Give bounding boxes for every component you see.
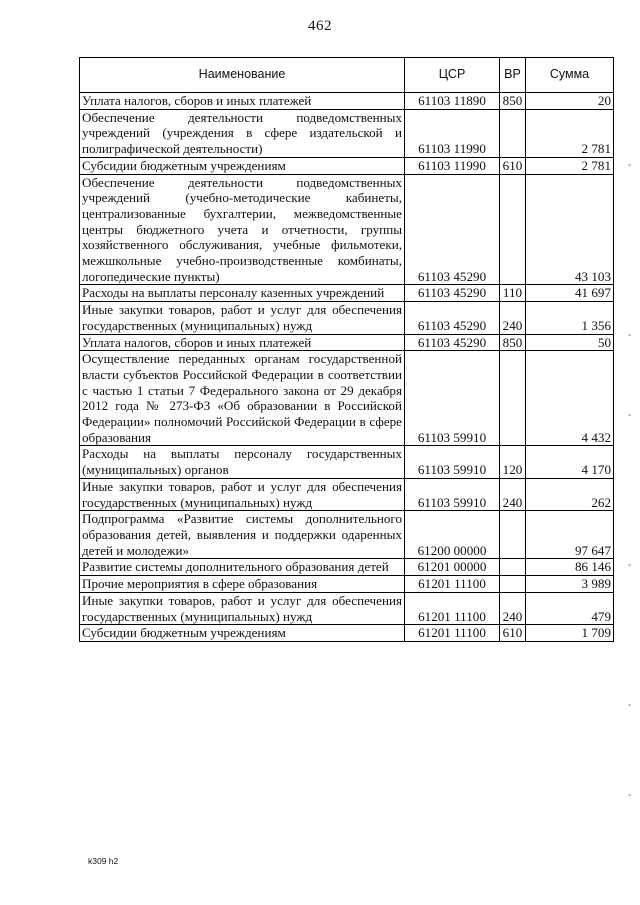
row-sum-cell: 479 [526,592,614,624]
table-row [80,559,614,576]
row-name-cell: Подпрограмма «Развитие системы дополнительного образования детей, выявления и поддержки одаренных детей и молодежи» [80,511,405,559]
row-sum-cell: 41 697 [526,285,614,302]
row-vr-cell [500,559,526,576]
row-csr-cell: 61103 11990 [405,109,500,157]
row-vr-cell: 240 [500,302,526,334]
row-csr-cell: 61103 45290 [405,302,500,334]
row-sum-cell: 3 989 [526,576,614,593]
row-sum-cell: 2 781 [526,157,614,174]
row-sum-cell: 4 432 [526,351,614,446]
row-csr-cell: 61103 59910 [405,478,500,510]
row-csr-cell: 61103 11890 [405,93,500,110]
row-vr-cell: 110 [500,285,526,302]
row-vr-cell: 120 [500,446,526,478]
row-csr-cell: 61103 45290 [405,334,500,351]
row-sum-cell: 4 170 [526,446,614,478]
margin-mark: - [628,410,632,421]
table-row [80,576,614,593]
row-name-cell: Уплата налогов, сборов и иных платежей [80,93,405,110]
row-vr-cell: 610 [500,157,526,174]
table-row [80,511,614,559]
row-name-cell: Расходы на выплаты персоналу казенных учреждений [80,285,405,302]
table-row [80,285,614,302]
row-csr-cell: 61201 11100 [405,625,500,642]
row-csr-cell: 61201 11100 [405,576,500,593]
table-row [80,93,614,110]
row-csr-cell: 61103 45290 [405,285,500,302]
margin-mark: - [628,160,632,171]
header-csr: ЦСР [405,58,500,93]
table-row [80,174,614,285]
row-name-cell: Иные закупки товаров, работ и услуг для обеспечения государственных (муниципальных) нужд [80,478,405,510]
row-csr-cell: 61201 00000 [405,559,500,576]
row-name-cell: Обеспечение деятельности подведомственных учреждений (учреждения в сфере издательской и полиграфической деятельности) [80,109,405,157]
row-name-cell: Иные закупки товаров, работ и услуг для обеспечения государственных (муниципальных) нужд [80,592,405,624]
row-vr-cell: 850 [500,93,526,110]
header-vr: ВР [500,58,526,93]
footer-code: k309 h2 [88,856,119,866]
row-name-cell: Субсидии бюджетным учреждениям [80,157,405,174]
page-number: 462 [308,18,332,34]
row-csr-cell: 61103 11990 [405,157,500,174]
row-sum-cell: 20 [526,93,614,110]
row-sum-cell: 1 356 [526,302,614,334]
margin-mark: - [628,700,632,711]
table-row [80,157,614,174]
row-csr-cell: 61103 59910 [405,446,500,478]
row-vr-cell: 240 [500,478,526,510]
row-name-cell: Обеспечение деятельности подведомственных учреждений (учебно-методические кабинеты, централизованные бухгалтерии, межведомственные центры бюджетного учета и отчетности, группы хозяйственного обслуживания, учебные фильмотеки, межшкольные учебно-производственные комбинаты, логопедические пункты) [80,174,405,285]
table-row [80,351,614,446]
row-name-cell: Развитие системы дополнительного образования детей [80,559,405,576]
row-sum-cell: 43 103 [526,174,614,285]
header-name: Наименование [80,58,405,93]
row-vr-cell [500,174,526,285]
row-vr-cell [500,511,526,559]
row-vr-cell: 240 [500,592,526,624]
row-name-cell: Прочие мероприятия в сфере образования [80,576,405,593]
row-csr-cell: 61103 45290 [405,174,500,285]
row-name-cell: Расходы на выплаты персоналу государственных (муниципальных) органов [80,446,405,478]
table-row [80,446,614,478]
row-sum-cell: 86 146 [526,559,614,576]
margin-mark: - [628,790,632,801]
row-csr-cell: 61103 59910 [405,351,500,446]
table-row [80,625,614,642]
row-vr-cell [500,351,526,446]
row-name-cell: Субсидии бюджетным учреждениям [80,625,405,642]
row-sum-cell: 97 647 [526,511,614,559]
row-csr-cell: 61200 00000 [405,511,500,559]
table-row [80,334,614,351]
row-vr-cell [500,109,526,157]
margin-mark: - [628,330,632,341]
row-vr-cell [500,576,526,593]
header-sum: Сумма [526,58,614,93]
row-vr-cell: 850 [500,334,526,351]
table-row [80,592,614,624]
row-name-cell: Осуществление переданных органам государственной власти субъектов Российской Федерации в соответствии с частью 1 статьи 7 Федерального закона от 29 декабря 2012 года № 273-ФЗ «Об образовании в Российской Федерации» полномочий Российской Федерации в сфере образования [80,351,405,446]
row-name-cell: Уплата налогов, сборов и иных платежей [80,334,405,351]
table-row [80,109,614,157]
row-sum-cell: 50 [526,334,614,351]
row-name-cell: Иные закупки товаров, работ и услуг для обеспечения государственных (муниципальных) нужд [80,302,405,334]
row-csr-cell: 61201 11100 [405,592,500,624]
table-row [80,302,614,334]
table-row [80,478,614,510]
row-vr-cell: 610 [500,625,526,642]
margin-mark: - [628,560,632,571]
table-header-row [80,58,614,93]
row-sum-cell: 2 781 [526,109,614,157]
budget-table [79,57,614,642]
row-sum-cell: 1 709 [526,625,614,642]
row-sum-cell: 262 [526,478,614,510]
